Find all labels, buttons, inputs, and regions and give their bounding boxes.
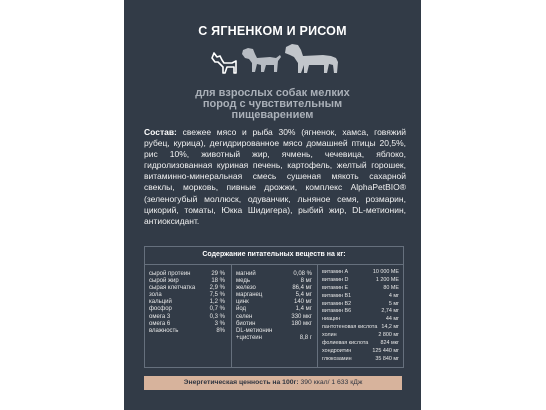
nutrition-table-title: Содержание питательных веществ на кг:: [202, 251, 346, 258]
nutrient-row: +цистеин 8,8 г: [236, 334, 312, 341]
nutrient-row: омега 3 0,3 %: [149, 313, 225, 320]
nutrient-row: биотин 180 мкг: [236, 320, 312, 327]
large-dog-icon: [285, 44, 338, 73]
composition-block: [144, 127, 406, 227]
package-panel: [124, 0, 421, 410]
nutrient-row: ниацин 44 мг: [322, 316, 399, 323]
nutrient-row: витамин B6 2,74 мг: [322, 308, 399, 315]
nutrient-row: омега 6 3 %: [149, 320, 225, 327]
nutrient-row: фолиевая кислота 824 мкг: [322, 340, 399, 347]
nutrient-row: витамин B2 5 мг: [322, 300, 399, 307]
medium-dog-icon: [242, 48, 281, 72]
energy-value: 390 ккал/ 1 633 кДж: [300, 379, 363, 386]
nutrient-column-macro: [149, 271, 225, 335]
small-dog-icon: [212, 53, 236, 73]
nutrient-row: селен 330 мкг: [236, 313, 312, 320]
nutrient-row: глюкозамин 35 840 мг: [322, 355, 399, 362]
nutrient-row: йод 1,4 мг: [236, 306, 312, 313]
nutrient-column-vitamins: [322, 269, 399, 364]
nutrient-row: магний 0,08 %: [236, 271, 312, 277]
nutrient-row: витамин A 10 000 МЕ: [322, 269, 399, 275]
nutrient-row: витамин E 80 МЕ: [322, 284, 399, 291]
nutrient-row: зола 7,5 %: [149, 292, 225, 299]
nutrient-row: сырой протеин 29 %: [149, 271, 225, 277]
product-headline: С ЯГНЕНКОМ И РИСОМ: [198, 24, 347, 38]
nutrient-row: медь 8 мг: [236, 278, 312, 285]
nutrient-row: кальций 1,2 %: [149, 299, 225, 306]
nutrient-row: марганец 5,4 мг: [236, 292, 312, 299]
nutrient-row: фосфор 0,7 %: [149, 306, 225, 313]
nutrient-row: пантотеновая кислота 14,2 мг: [322, 324, 399, 331]
table-divider: [145, 264, 403, 265]
column-divider: [317, 265, 318, 367]
nutrient-row: цинк 140 мг: [236, 299, 312, 306]
nutrient-row: сырой жир 18 %: [149, 278, 225, 285]
nutrient-row: витамин D 1 200 МЕ: [322, 276, 399, 283]
nutrient-row: хондроитин 125 440 мг: [322, 347, 399, 354]
nutrient-row: сырая клетчатка 2,9 %: [149, 285, 225, 292]
nutrient-row: DL-метионин: [236, 327, 273, 334]
dog-size-illustration: [124, 36, 421, 80]
nutrient-row: витамин B1 4 мг: [322, 292, 399, 299]
composition-label: Состав:: [144, 127, 177, 137]
composition-text: свежее мясо и рыба 30% (ягненок, хамса, говяжий рубец, курица), дегидрированное мясо домашней птицы 20,5%, рис 10%, животный жир, ячмень, чечевица, яблоко, гидролизованная куриная печень, картофель, желтый горошек, витаминно-минеральная смесь сушеная мякоть сахарной свеклы, морковь, пивные дрожжи, комплекс AlphaPetBIO® (зеленогубый моллюск, одуванчик, льняное семя, розмарин, цикорий, томаты, Юкка Шидигера), рыбий жир, DL-метионин, антиоксидант.: [144, 127, 407, 226]
column-divider: [231, 265, 232, 367]
energy-value-bar: [144, 376, 402, 390]
nutrient-row: железо 86,4 мг: [236, 285, 312, 292]
target-audience-text: для взрослых собак мелких пород с чувствительным пищеварением: [195, 87, 350, 121]
energy-label: Энергетическая ценность на 100г:: [183, 379, 299, 386]
nutrient-row: влажность 8%: [149, 327, 225, 334]
nutrient-row: холин 2 800 мг: [322, 332, 399, 339]
nutrient-column-minerals: [236, 271, 312, 342]
nutrition-table: [144, 246, 404, 368]
